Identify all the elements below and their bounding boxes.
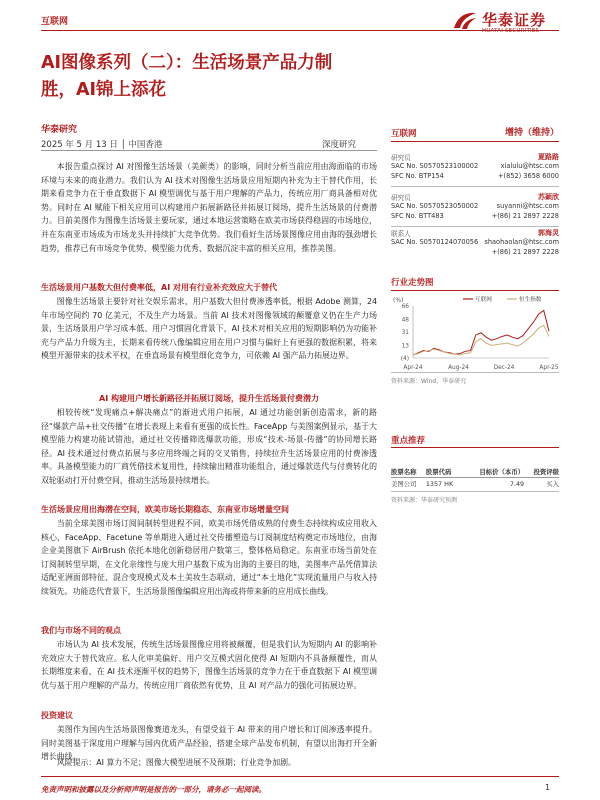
- analyst-divider: [391, 226, 559, 227]
- x-tick-label: Apr-25: [539, 365, 559, 371]
- section-heading-4: 我们与市场不同的观点: [41, 626, 121, 635]
- date-rule: [41, 150, 377, 151]
- trend-chart-title: 行业走势图: [391, 278, 434, 288]
- title-line-2: 胜，AI锦上添花: [41, 80, 167, 100]
- reco-rating: 买入: [546, 480, 559, 488]
- reco-row[interactable]: [391, 478, 559, 490]
- analyst-block-1: [391, 152, 559, 182]
- analyst-sfc: SFC No. BTT483: [391, 212, 444, 220]
- legend-label: 恒生指数: [519, 297, 542, 303]
- section-body-1: [41, 295, 377, 363]
- legend-label: 互联网: [475, 297, 492, 303]
- analyst-name: 郭海灵: [538, 229, 559, 237]
- footer-disclaimer: 免责声明和披露以及分析师声明是报告的一部分，请务必一起阅读。: [41, 785, 266, 794]
- reco-source-rule: [391, 491, 559, 492]
- y-tick-label: 48: [401, 317, 409, 324]
- section-heading-3: 生活场景应用出海潜在空间，欧美市场长期稳态、东南亚市场增量空间: [41, 505, 289, 514]
- analyst-email[interactable]: suyanni@htsc.com: [496, 202, 559, 210]
- reco-header-row: [391, 466, 559, 478]
- huatai-logo-icon: [452, 10, 478, 32]
- series-line: [413, 310, 549, 355]
- report-type: 华泰研究: [41, 125, 78, 135]
- rating-rule: [391, 141, 559, 142]
- analyst-sac: SAC No. S0570124070056: [391, 238, 479, 246]
- trend-source: 资料来源：Wind，华泰研究: [391, 378, 467, 385]
- risk-paragraph: 风险提示：AI 算力不足；图像大模型进展不及预期；行业竞争加剧。: [56, 758, 296, 767]
- reco-target-price: 7.49: [509, 479, 525, 488]
- section-heading-5: 投资建议: [41, 711, 73, 720]
- trend-chart: [391, 292, 559, 372]
- reco-stock-name: 美图公司: [391, 480, 417, 488]
- sector-tag: 互联网: [41, 17, 69, 27]
- intro-section: [41, 160, 377, 255]
- reco-table: [391, 466, 559, 489]
- analyst-phone: +(86) 21 2897 2228: [491, 212, 559, 220]
- right-sector-tag: 互联网: [391, 129, 417, 139]
- x-tick-label: Apr-24: [403, 365, 423, 371]
- section-paragraph-1: 图像生活场景主要针对社交娱乐需求，用户基数大但付费渗透率低，根据 Adobe 测算，24 年市场空间约 70 亿美元，不及生产力场景。当前 AI 技术对图像领域的颠覆意义仍在生产力场景，生活场景用户学习成本低、用户习惯固化背景下，AI 技术对相关应用的短期影响仍为功能补充与产品力升级为主，长期来看传统八像编辑应用在用户习惯与偏好上有更强的数据积累，将来模型开源带来的技术平权，在垂直场景有模型细化竞争力，可依赖 AI 强产品力拓展边界。: [41, 297, 377, 361]
- rating-badge: 增持（维持）: [504, 128, 559, 138]
- section-body-4: [41, 638, 377, 692]
- analyst-phone: +(86) 21 2897 2228: [491, 248, 559, 256]
- footer-rule: [41, 776, 559, 777]
- logo-text-cn: 华泰证券: [482, 11, 547, 29]
- section-body-3: [41, 517, 377, 599]
- section-paragraph-3: 当前全球美图市场订阅间制转型进程不同，欧美市场凭借成熟的付费生态持续构成应用收入核心，FaceApp、Facetune 等单期进入通过社交传播塑造与订阅制度结构奠定市场地位，由海企业美图旗下 AirBrush 依托本地化创新稳居用户数第三，整体格局稳定。东南亚市场当前处在订阅制转型早期，在文化亲缘性与庞大用户基数下成为出海的主要目的地，美图率产品凭借算法适配亚洲面部特征、混合变现模式及本土美妆生态联动，通过“本土地化”实现流量用户与收入持续领先。功能迭代背景下，生活场景图像编辑应用出海或将带来新的应用成长曲线。: [41, 519, 377, 596]
- reco-stock-code: 1357 HK: [425, 479, 454, 488]
- chart-unit-label: (%): [393, 297, 404, 304]
- analyst-block-2: [391, 192, 559, 222]
- section-heading-1: 生活场景用户基数大但付费率低，AI 对用有行业补充效应大于替代: [41, 283, 277, 292]
- doc-type: 深度研究: [322, 140, 357, 150]
- analyst-name: 夏路路: [538, 153, 559, 161]
- analyst-sfc: SFC No. BTP154: [391, 172, 444, 180]
- y-tick-label: (4): [400, 356, 409, 362]
- analyst-sac: SAC No. S0570523050002: [391, 202, 479, 210]
- date-location: 2025 年 5 月 13 日 │ 中国香港: [41, 140, 163, 150]
- page-number: 1: [545, 783, 551, 792]
- analyst-sac: SAC No. S0570523100002: [391, 162, 479, 170]
- reco-source: 资料来源：华泰研究预测: [391, 497, 458, 504]
- series-line: [413, 325, 549, 355]
- analyst-email[interactable]: xialulu@htsc.com: [500, 162, 559, 170]
- section-heading-2: AI 构建用户增长新路径并拓展订阅场，提升生活场景付费潜力: [99, 394, 319, 403]
- analyst-divider: [391, 186, 559, 187]
- x-tick-label: Dec-24: [493, 365, 515, 371]
- x-tick-label: Aug-24: [448, 365, 469, 371]
- section-paragraph-5: 美图作为国内生活场景图像赛道龙头，有望受益于 AI 带来的用户增长和订阅渗透率提升。同时美图基于深度用户理解与国内优质产品经验，搭建全球产品发布机制，有望以出海打开全新增长曲线。: [41, 725, 377, 762]
- y-tick-label: 31: [401, 330, 409, 336]
- reco-header: 目标价（本币）: [463, 466, 524, 478]
- analyst-email[interactable]: shaohaolan@htsc.com: [484, 238, 559, 246]
- y-tick-label: 66: [401, 304, 409, 310]
- section-paragraph-4: 市场认为 AI 技术发展，传统生活场景图像应用将被颠覆，但是我们认为短期内 AI 的影响补充效应大于替代效应。私人化审美偏好、用户交互模式固化使得 AI 短期内不具备颠覆性，而从长期维度来看，在 AI 技术逐渐平权的趋势下，图像生活场景的竞争力在于垂直数据下 AI 模型调优与基于用户理解的产品力，传统应用厂商依然有优势，且 AI 对产品力的强化可拓展边界。: [41, 640, 377, 690]
- logo-text-en: HUATAI SECURITIES: [482, 28, 540, 34]
- analyst-role: 研究员: [391, 154, 411, 162]
- trend-rule: [391, 290, 559, 291]
- reco-header: 股票名称: [391, 466, 426, 478]
- risk-warning: [41, 756, 377, 770]
- analyst-name: 苏颖欣: [538, 193, 559, 201]
- y-tick-label: 13: [401, 343, 409, 350]
- report-title: [41, 50, 381, 104]
- section-paragraph-2: 相较传统“发现痛点+解决痛点”的渐进式用户拓展，AI 通过功能创新创造需求，新的路径“爆款产品+社交传播”在增长表现上来看有更强的成长性。FaceApp 与美图案例显示，基于大模型能力构建功能试错池，通过社交传播筛选爆款功能，形成“技术-场景-传播”的协同增长路径。AI 技术通过付费点拓展与多应用终端之间的交叉销售，持续拉升生活场景应用的付费渗透率。具备模型能力的厂商凭借技术复用性，持续输出精准功能组合，通过爆款迭代与付费转化的双轮驱动打开付费空间，推动生活场景持续增长。: [41, 408, 377, 485]
- section-body-2: [41, 406, 377, 488]
- reco-rule: [391, 447, 559, 448]
- trend-source-rule: [391, 372, 559, 373]
- reco-header: 投资评级: [524, 466, 559, 478]
- analyst-role: 联系人: [391, 230, 411, 238]
- intro-paragraph: 本报告重点探讨 AI 对图像生活场景（美颜类）的影响，同时分析当前应用由海面临的市场环境与未来的商业潜力。我们认为 AI 技术对图像生活场景应用短期内补充为主于替代作用，长期来看竞争力在于垂直数据下 AI 模型调优与基于用户理解的产品力，传统应用厂商具备相对优势。同时在 AI 赋能下相关应用可以构建用户拓展新路径并拓展订阅场，提升生活场景的付费潜力。目前美图作为图像生活场景主要玩家，通过本地运营策略在欧美市场获得稳固的市场地位，并在东南亚市场成为市场龙头并持续扩大竞争优势。我们看好生活场景图像应用由海的强劲增长趋势，推荐已有市场竞争优势、模型能力优秀、数据沉淀丰富的相关应用，推荐美图。: [41, 162, 377, 253]
- reco-header: 股票代码: [426, 466, 463, 478]
- analyst-phone: +(852) 3658 6000: [497, 172, 559, 180]
- title-line-1: AI图像系列（二）：生活场景产品力制: [41, 53, 333, 73]
- analyst-block-3: [391, 228, 559, 258]
- reco-title: 重点推荐: [391, 436, 426, 446]
- huatai-logo: [452, 8, 562, 36]
- analyst-role: 研究员: [391, 194, 411, 202]
